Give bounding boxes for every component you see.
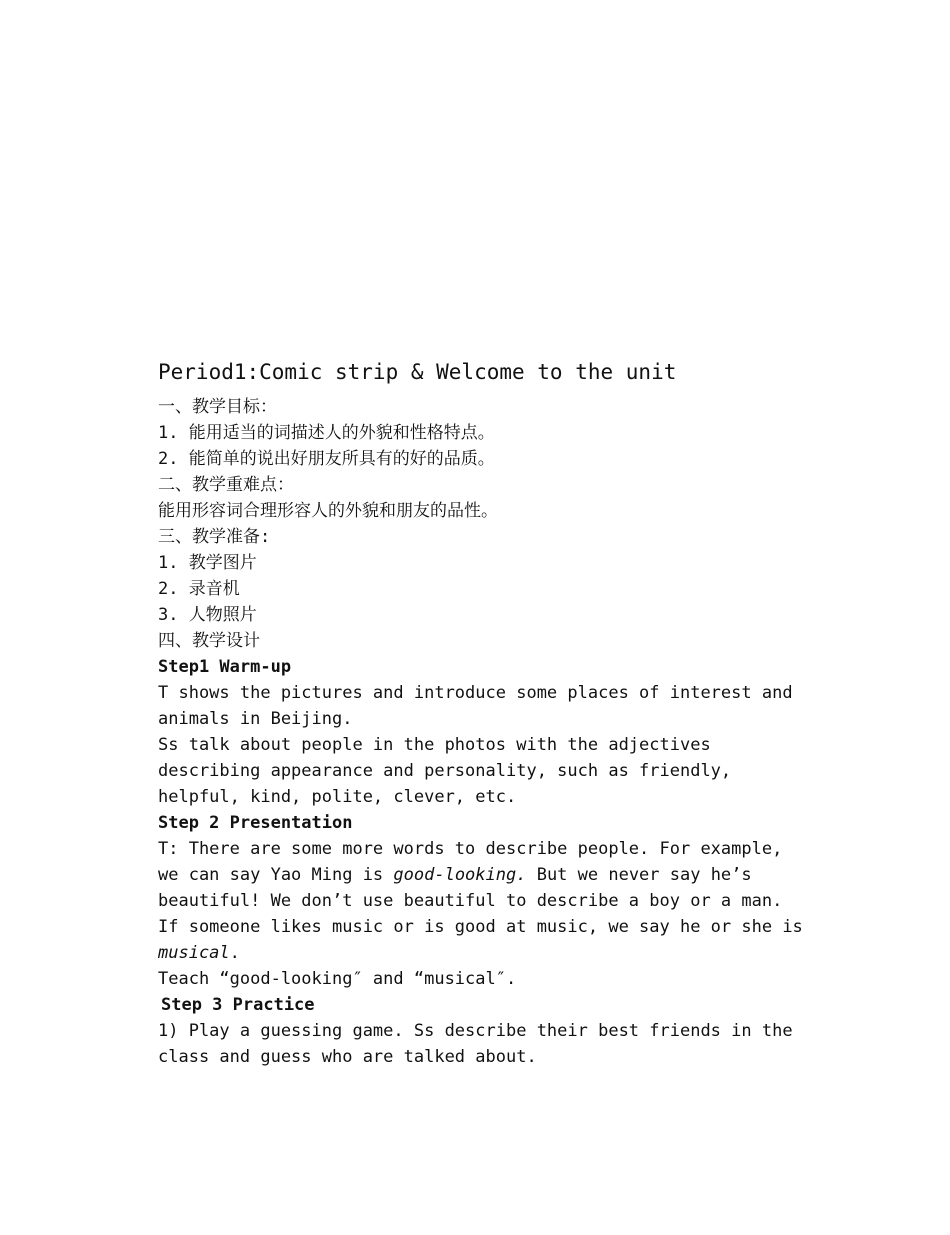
preparation-item-1: 1. 教学图片 [158,553,257,573]
design-heading: 四、教学设计 [158,631,260,651]
objective-item-1: 1. 能用适当的词描述人的外貌和性格特点。 [158,423,495,443]
preparation-item-2: 2. 录音机 [158,579,240,599]
step2-line-5-italic: musical [158,943,230,963]
step1-paragraph-2-line-1: Ss talk about people in the photos with the adjectives [158,735,711,755]
step3-line-1: 1) Play a guessing game. Ss describe their best friends in the [158,1021,793,1041]
page-title: Period1:Comic strip & Welcome to the unit [158,360,677,384]
step3-line-2: class and guess who are talked about. [158,1047,537,1067]
step2-line-3: beautiful! We don’t use beautiful to describe a boy or a man. [158,891,783,911]
step2-line-2-text-a: we can say Yao Ming is [158,865,394,885]
key-points-text: 能用形容词合理形容人的外貌和朋友的品性。 [158,501,498,521]
step1-paragraph-1-line-1: T shows the pictures and introduce some places of interest and [158,683,793,703]
step2-line-5-text: . [229,943,240,963]
step1-paragraph-1-line-2: animals in Beijing. [158,709,353,729]
objective-item-2: 2. 能简单的说出好朋友所具有的好的品质。 [158,449,495,469]
step2-line-6: Teach “good-looking″ and “musical″. [158,969,517,989]
step1-paragraph-2-line-3: helpful, kind, polite, clever, etc. [158,787,517,807]
document-page [158,356,808,1070]
step1-paragraph-2-line-2: describing appearance and personality, such as friendly, [158,761,732,781]
preparation-heading: 三、教学准备: [158,527,271,547]
step2-heading: Step 2 Presentation [158,813,353,833]
key-points-heading: 二、教学重难点： [158,475,294,495]
step2-line-5 [158,940,808,966]
step2-line-2-italic: good-looking. [393,865,527,885]
step2-line-2-text-b: But we never say he’s [526,865,752,885]
objectives-heading: 一、教学目标： [158,397,277,417]
step2-line-1: T: There are some more words to describe people. For example, [158,839,783,859]
step2-line-4: If someone likes music or is good at music, we say he or she is [158,917,803,937]
step3-heading: Step 3 Practice [161,995,315,1015]
preparation-item-3: 3. 人物照片 [158,605,257,625]
step1-heading: Step1 Warm-up [158,657,292,677]
step2-line-2 [158,862,808,888]
